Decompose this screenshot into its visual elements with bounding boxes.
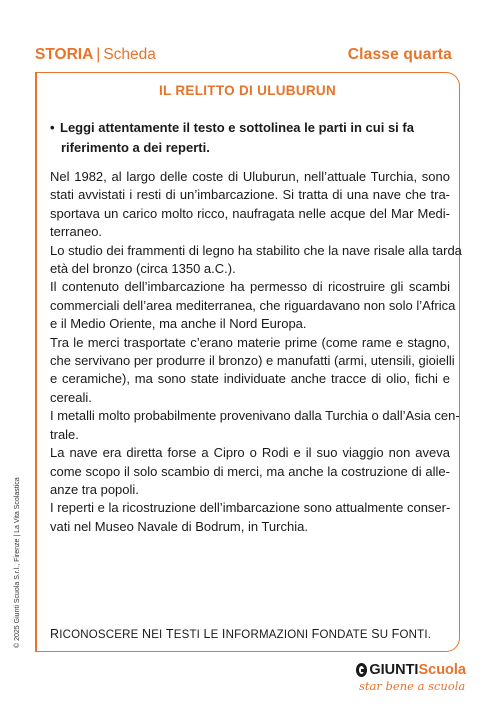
body-line: Lo studio dei frammenti di legno ha stabilito che la nave risale alla tarda bbox=[50, 242, 462, 258]
body-line: I reperti e la ricostruzione dell’imbarcazione sono attualmente conser- bbox=[50, 500, 451, 516]
body-line: come scopo il solo scambio di merci, ma anche la costruzione di alle- bbox=[50, 463, 450, 479]
logo-brand bbox=[356, 662, 466, 678]
subject: STORIA bbox=[35, 46, 94, 63]
logo-brand-accent: Scuola bbox=[418, 662, 466, 678]
logo-brand-name: GIUNTI bbox=[369, 662, 419, 678]
learning-goal bbox=[50, 627, 431, 641]
body-line: Il contenuto dell’imbarcazione ha permesso di ricostruire gli scambi bbox=[50, 279, 450, 295]
body-line: e il Medio Oriente, ma anche il Nord Europa. bbox=[50, 316, 307, 332]
grade-label: Classe quarta bbox=[347, 46, 452, 63]
body-line: sportava un carico molto ricco, naufragata nelle acque del Mar Medi- bbox=[50, 205, 450, 221]
body-line: Nel 1982, al largo delle coste di Uluburun, nell’attuale Turchia, sono bbox=[50, 169, 450, 184]
body-line: La nave era diretta forse a Cipro o Rodi e il suo viaggio non aveva bbox=[50, 445, 450, 461]
body-line: vati nel Museo Navale di Bodrum, in Turchia. bbox=[50, 518, 308, 534]
sheet-type: Scheda bbox=[103, 46, 156, 63]
header-separator: | bbox=[96, 46, 101, 63]
frame-left-border bbox=[35, 73, 37, 651]
body-line: stati avvistati i resti di un’imbarcazione. Si tratta di una nave che tra- bbox=[50, 187, 450, 203]
body-line: e ceramiche), ma sono state individuate anche tracce di olio, fichi e bbox=[50, 371, 450, 387]
learning-goal-text: RICONOSCERE NEI TESTI LE INFORMAZIONI FONDATE SU FONTI. bbox=[50, 627, 432, 641]
page-title: IL RELITTO DI ULUBURUN bbox=[158, 83, 337, 98]
body-line: terraneo. bbox=[50, 224, 103, 240]
body-line: Tra le merci trasportate c’erano materie prime (come rame e stagno, bbox=[50, 334, 450, 350]
body-text bbox=[50, 168, 462, 536]
page-header bbox=[35, 43, 452, 67]
copyright-notice: © 2025 Giunti Scuola S.r.l., Firenze | La Vita Scolastica bbox=[14, 477, 21, 648]
logo-tagline: star bene a scuola bbox=[359, 679, 466, 693]
instruction-line-2: riferimento a dei reperti. bbox=[61, 140, 210, 155]
body-line: trale. bbox=[50, 426, 79, 442]
bullet-icon: • bbox=[50, 120, 55, 135]
body-line: anze tra popoli. bbox=[50, 481, 139, 497]
body-line: età del bronzo (circa 1350 a.C.). bbox=[50, 261, 236, 277]
instruction bbox=[50, 118, 435, 158]
body-line: commerciali dell’area mediterranea, che riguardavano non solo l’Africa bbox=[50, 297, 456, 313]
giunti-logo-icon bbox=[356, 663, 367, 677]
body-line: I metalli molto probabilmente provenivano dalla Turchia o dall’Asia cen- bbox=[50, 408, 460, 424]
instruction-line-1: Leggi attentamente il testo e sottolinea le parti in cui si fa bbox=[60, 120, 414, 135]
body-line: che servivano per produrre il bronzo) e manufatti (armi, utensili, gioielli bbox=[50, 353, 455, 369]
subject-label bbox=[35, 46, 156, 64]
body-line: cereali. bbox=[50, 389, 92, 405]
publisher-logo bbox=[356, 662, 466, 702]
